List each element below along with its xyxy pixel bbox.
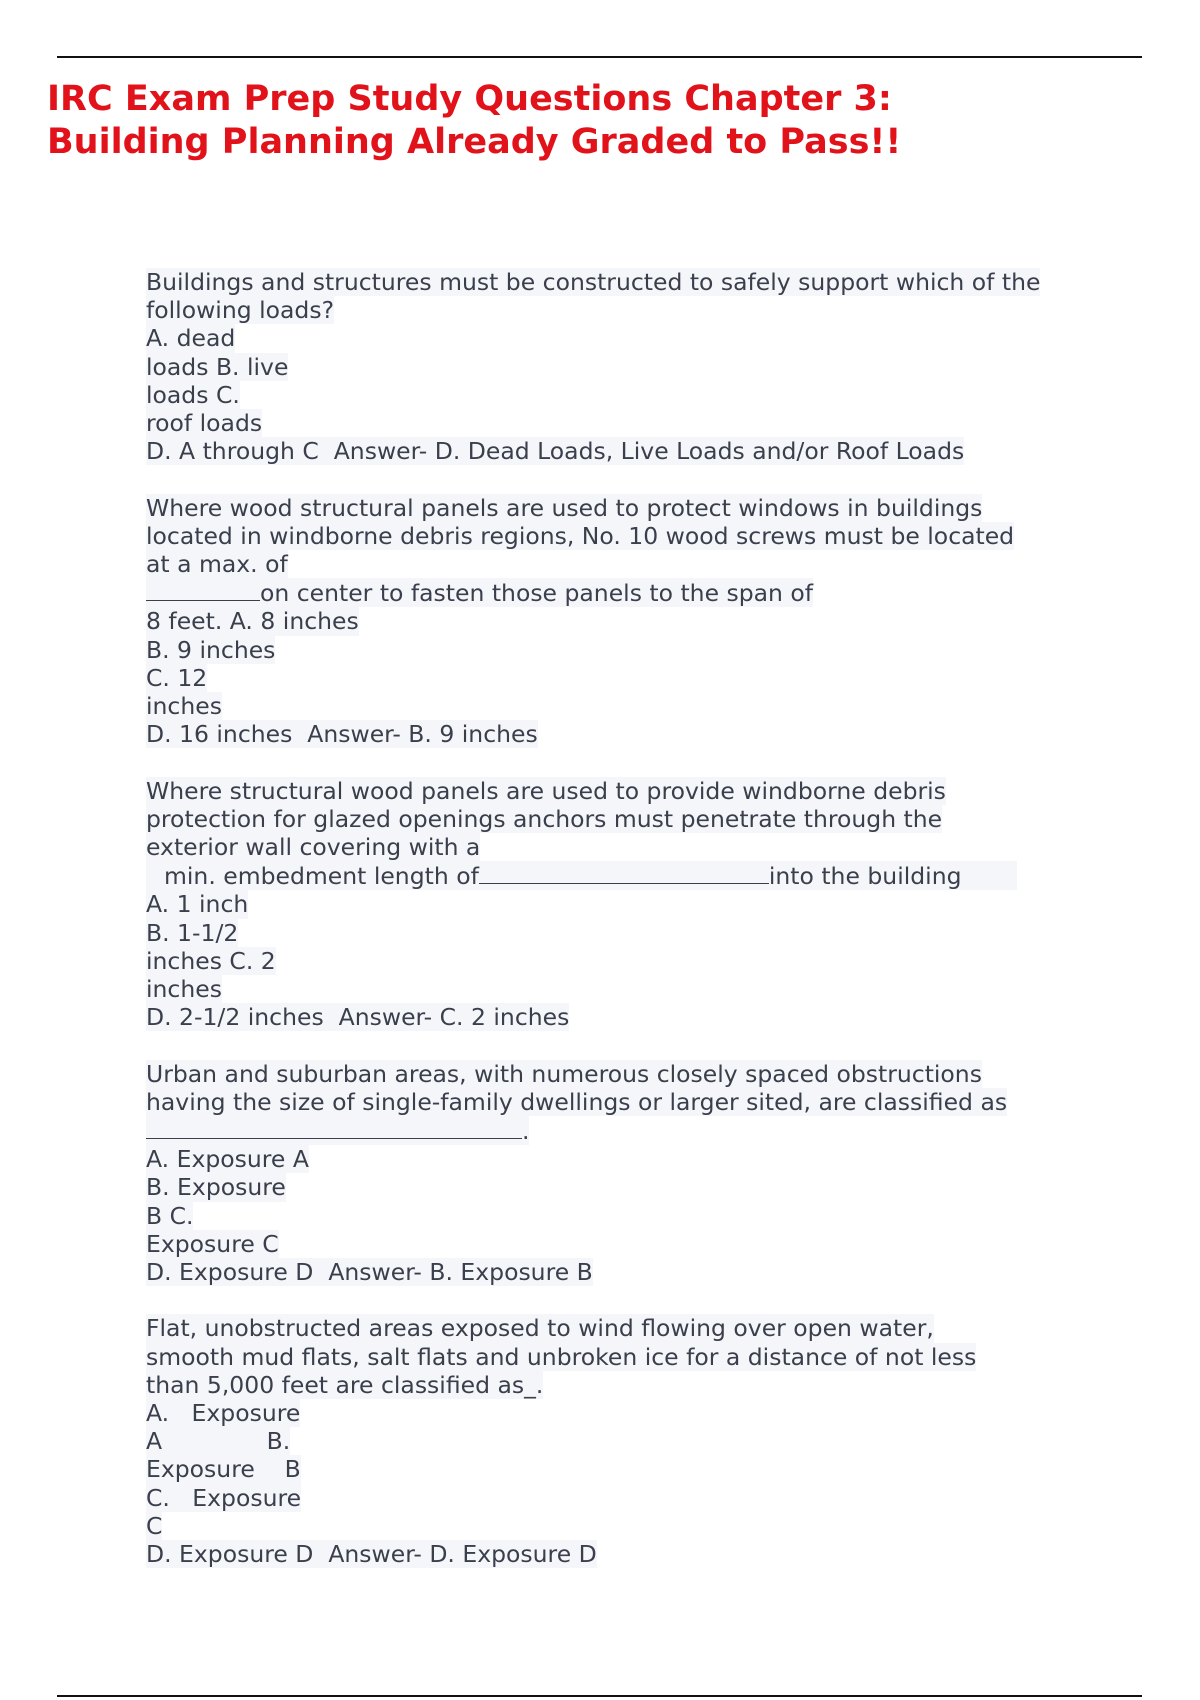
answer-line: D. 16 inches Answer- B. 9 inches (146, 720, 538, 749)
option-line: A B. (146, 1427, 291, 1456)
option-line: Exposure C (146, 1229, 279, 1258)
fill-in-blank (146, 1116, 522, 1139)
question-line: Where wood structural panels are used to protect windows in buildings (146, 493, 983, 522)
question-list (146, 268, 1146, 1596)
question-text: on center to fasten those panels to the span of (260, 579, 814, 608)
question-line: exterior wall covering with a (146, 833, 481, 862)
option-line: inches (146, 975, 222, 1004)
question-line: Buildings and structures must be constructed to safely support which of the (146, 268, 1041, 296)
answer-line: D. Exposure D Answer- B. Exposure B (146, 1258, 593, 1287)
option-line: loads B. live (146, 352, 289, 381)
document-title (47, 78, 1147, 164)
question-text: into the building (768, 862, 962, 891)
question-line: Flat, unobstructed areas exposed to wind flowing over open water, (146, 1314, 934, 1343)
question-line: smooth mud flats, salt flats and unbroken ice for a distance of not less (146, 1342, 977, 1371)
question-blank-line (146, 861, 1017, 890)
option-line: A. dead (146, 324, 236, 353)
option-line: A. Exposure A (146, 1145, 309, 1174)
option-line: B. 9 inches (146, 635, 276, 664)
answer-line: D. A through C Answer- D. Dead Loads, Live Loads and/or Roof Loads (146, 437, 965, 466)
question-line: following loads? (146, 296, 335, 325)
option-line: B. Exposure (146, 1173, 286, 1202)
option-line: B. 1-1/2 (146, 918, 239, 947)
option-line: A. Exposure (146, 1399, 301, 1428)
title-line: IRC Exam Prep Study Questions Chapter 3: (47, 79, 892, 119)
question-text: min. embedment length of (164, 862, 479, 891)
fill-in-blank (146, 578, 260, 601)
question-block (146, 777, 1146, 1032)
question-block (146, 1314, 1146, 1568)
question-line: having the size of single-family dwellings or larger sited, are classified as (146, 1087, 1008, 1116)
option-line: inches C. 2 (146, 946, 276, 975)
footer-rule (57, 1695, 1142, 1697)
question-blank-line (146, 1116, 529, 1145)
fill-in-blank (479, 861, 769, 884)
answer-line: D. Exposure D Answer- D. Exposure D (146, 1540, 597, 1569)
question-line: at a max. of (146, 550, 288, 579)
question-text: . (522, 1117, 530, 1146)
title-line: Building Planning Already Graded to Pass!! (47, 122, 902, 162)
question-block (146, 268, 1146, 465)
option-line: C (146, 1511, 163, 1540)
question-block (146, 1060, 1146, 1287)
option-line: B C. (146, 1201, 194, 1230)
question-line: located in windborne debris regions, No. 10 wood screws must be located (146, 521, 1015, 550)
question-line: protection for glazed openings anchors must penetrate through the (146, 804, 943, 833)
option-line: inches (146, 692, 222, 721)
option-line: A. 1 inch (146, 890, 249, 919)
header-rule (57, 56, 1142, 58)
question-block (146, 494, 1146, 749)
option-line: C. Exposure (146, 1483, 302, 1512)
option-line: C. 12 (146, 663, 208, 692)
question-line: Where structural wood panels are used to provide windborne debris (146, 776, 946, 805)
question-line: than 5,000 feet are classified as_. (146, 1370, 544, 1399)
question-blank-line (146, 578, 813, 607)
question-line: Urban and suburban areas, with numerous closely spaced obstructions (146, 1059, 982, 1088)
option-line: roof loads (146, 409, 263, 438)
option-line: 8 feet. A. 8 inches (146, 607, 359, 636)
option-line: loads C. (146, 380, 240, 409)
option-line: Exposure B (146, 1455, 301, 1484)
answer-line: D. 2-1/2 inches Answer- C. 2 inches (146, 1003, 570, 1032)
